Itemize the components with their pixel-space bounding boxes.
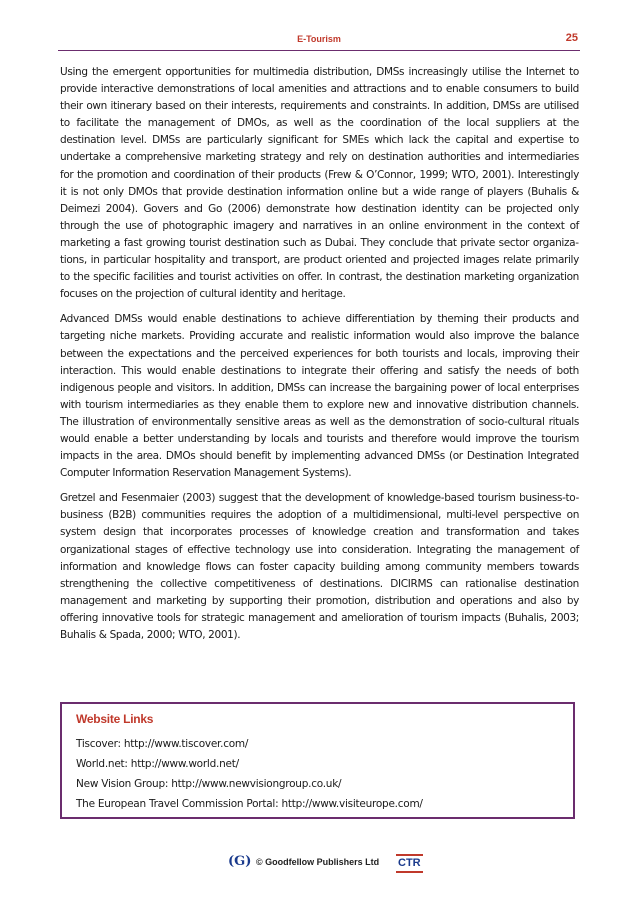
page-number: 25 — [565, 32, 578, 44]
running-header — [58, 30, 580, 51]
page-footer — [0, 853, 638, 873]
website-links-box — [60, 702, 575, 819]
link-newvisiongroup[interactable]: New Vision Group: http://www.newvisiongroup.co.uk/ — [76, 778, 342, 790]
running-title: E-Tourism — [297, 34, 341, 44]
paragraph-2: Advanced DMSs would enable destinations to achieve differentiation by theming their products and targeting niche markets. Providing accurate and realistic information would also improve the balance between the expectations and the perceived experiences for both tourists and locals, improving their interaction. This would enable destinations to integrate their offering and satisfy the needs of both indigenous people and visitors. In addition, DMSs can increase the bargaining power of local enterprises with tourism intermediaries as they enable them to explore new and innovative distribution channels. The illustration of environmentally sensitive areas as well as the demonstration of socio-cultural rituals would enable a better understanding by locals and tourists and therefore would improve the tourism impacts in the area. DMOs should benefit by implementing advanced DMSs (or Destination Integrated Computer Information Reservation Management Systems). — [60, 313, 579, 480]
website-links-title: Website Links — [76, 712, 154, 726]
copyright-notice: © Goodfellow Publishers Ltd — [256, 857, 380, 867]
link-visiteurope[interactable]: The European Travel Commission Portal: http://www.visiteurope.com/ — [76, 798, 423, 810]
paragraph-1: Using the emergent opportunities for multimedia distribution, DMSs increasingly utilise the Internet to provide interactive demonstrations of local amenities and attractions and to enable consumers to build their own itinerary based on their interests, requirements and constraints. In addition, DMSs are utilised to facilitate the management of DMOs, as well as the coordination of the local suppliers at the destination level. DMSs are particularly significant for SMEs which lack the capital and expertise to undertake a comprehensive marketing strategy and rely on destination authorities and intermediaries for the promotion and coordination of their products (Frew & O’Connor, 1999; WTO, 2001). Interestingly it is not only DMOs that provide destination information online but a wide range of players (Buhalis & Deimezi 2004). Govers and Go (2006) demonstrate how destination identity can be projected only through the use of photographic imagery and narratives in an online environment in the context of marketing a fast growing tourist destination such as Dubai. They conclude that private sector organizations, in particular hospitality and transport, are product oriented and projected images relate primarily to the specific facilities and tourist activities on offer. In contrast, the destination marketing organization focuses on the projection of cultural identity and heritage. — [60, 66, 579, 301]
link-worldnet[interactable]: World.net: http://www.world.net/ — [76, 758, 239, 770]
body-text — [60, 64, 579, 652]
link-tiscover[interactable]: Tiscover: http://www.tiscover.com/ — [76, 738, 249, 750]
paragraph-3: Gretzel and Fesenmaier (2003) suggest that the development of knowledge-based tourism business-to-business (B2B) communities requires the adoption of a multidimensional, multi-level perspective on system design that incorporates processes of knowledge creation and transformation and takes organizational stages of effective technology use into consideration. Integrating the management of information and knowledge flows can foster capacity building among community members towards strengthening the collective competitiveness of destinations. DICIRMS can rationalise destination management and marketing by supporting their promotion, distribution and operations and also by offering innovative tools for strategic management and amelioration of tourism impacts (Buhalis, 2003; Buhalis & Spada, 2000; WTO, 2001). — [60, 492, 579, 641]
goodfellow-logo-icon: (G) — [228, 854, 252, 869]
ctr-logo-icon: CTR — [396, 854, 423, 873]
